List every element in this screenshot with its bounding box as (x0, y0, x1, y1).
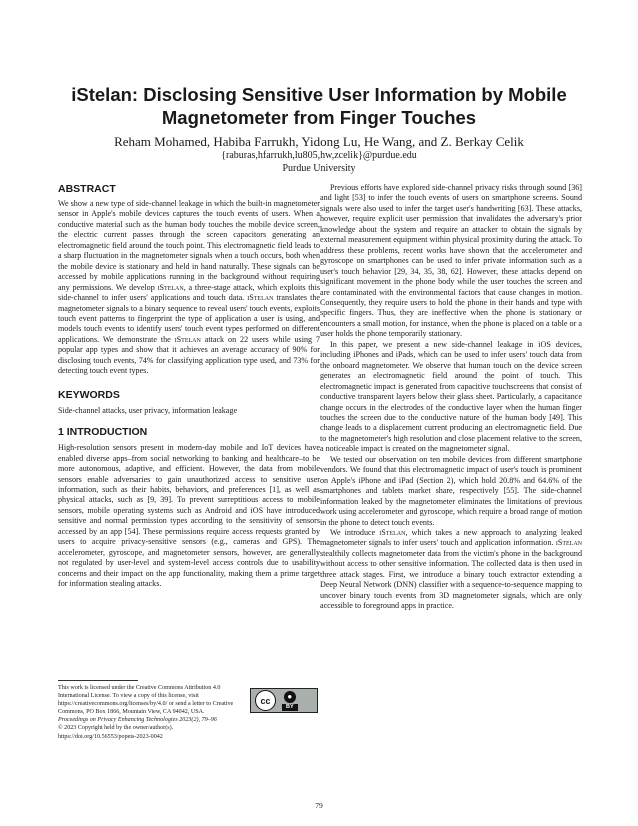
right-column (320, 183, 582, 612)
introduction-paragraph-2: Previous efforts have explored side-channel privacy risks through sound [36] and light [53] to infer the touch events of users on smartphone screens. Sound signals were also used to infer the target user's handwriting [63]. These attacks, however, require explicit user permission that invalidates the adversary's prior knowledge about the system and require an attacker to obtain the signals by external measurement equipment within physical proximity during the attack. To address these problems, recent works have shown that the accelerometer and gyroscope on smartphones can be used to infer private information such as a user's touch behavior [29, 34, 35, 38, 62]. However, these attacks depend on significant movement in the phone body while the user touches the screen and are contaminated with the environmental factors that cause changes in motion. Consequently, they require users to hold the phone in their hands and type with specific fingers. Thus, they are ineffective when the phone is stationary or encounters a small motion, for instance, when the phone is placed on a table or a user holds the phone temporarily stationary. (320, 183, 582, 339)
system-name: iStelan (555, 538, 582, 548)
system-name: iStelan (157, 282, 184, 292)
attribution-person-icon: ● (284, 691, 296, 703)
author-list: Reham Mohamed, Habiba Farrukh, Yidong Lu, He Wang, and Z. Berkay Celik (114, 134, 524, 149)
title-line-2: Magnetometer from Finger Touches (161, 107, 477, 128)
doi-link[interactable]: https://doi.org/10.56553/popets-2023-0042 (58, 733, 163, 740)
copyright-line: © 2023 Copyright held by the owner/author(s). (58, 725, 174, 732)
cc-by-license-badge (250, 688, 318, 713)
system-name: iStelan (174, 334, 201, 344)
author-emails: {raburas,hfarrukh,lu805,hw,zcelik}@purdue.edu (221, 150, 417, 161)
system-name: iStelan (247, 293, 274, 303)
footnote-rule (58, 680, 138, 681)
keywords-heading: KEYWORDS (58, 388, 120, 401)
abstract-text: We show a new type of side-channel leakage in which the built-in magnetometer sensor in Apple's mobile devices captures the touch events of users. When a conductive material such as the human body touches the mobile device screen, the electric current passes through the screen capacitors generating an electromagnetic field around the touch point. This electromagnetic field leads to a sharp fluctuation in the magnetometer signals when a touch occurs, both when the mobile device is stationary and held in hand naturally. These signals can be accessed by mobile applications running in the background without requiring any permissions. We develop iStelan, a three-stage attack, which exploits this side-channel to infer users' applications and touch data. iStelan translates the magnetometer signals to a binary sequence to reveal users' touch events, exploits touch event patterns to fingerprint the type of application a user is using, and models touch events to identify users' touch event types performed on different applications. We demonstrate the iStelan attack on 22 users while using 7 popular app types and show that it achieves an average accuracy of 90% for disclosing touch events, 74% for classifying application type used, and 73% for detecting touch event types. (58, 199, 320, 376)
by-label: BY (282, 704, 298, 711)
cc-icon: cc (255, 690, 276, 711)
introduction-heading: 1 INTRODUCTION (58, 426, 148, 439)
by-icon (282, 691, 298, 711)
abstract-heading: ABSTRACT (58, 183, 116, 195)
title-line-1: iStelan: Disclosing Sensitive User Information by Mobile (71, 84, 567, 105)
introduction-paragraph-1: High-resolution sensors present in modern-day mobile and IoT devices have enabled diverse apps–from social networking to banking and healthcare–to be more autonomous, adaptive, and efficient. However, the data from mobile sensors enable adversaries to gain unauthorized access to sensitive user information, such as their habits, behaviors, and preferences [1], as well as physical attacks, such as [9, 39]. To prevent surreptitious access to mobile sensors, mobile operating systems such as Android and iOS have introduced sensitive and normal permission types according to the sensitivity of sensors accessed by an app [54]. These permissions require access requests granted by users to acquire privacy-sensitive sensors (e.g., cameras and GPS). The accelerometer, gyroscope, and magnetometer sensors, however, are generally not regulated by user-level and system-level access controls due to usability concerns and their impact on the app functionality, making them a prime target for information stealing attacks. (58, 443, 320, 589)
introduction-paragraph-4: We tested our observation on ten mobile devices from different smartphone vendors. We found that this electromagnetic impact of user's touch is prominent on Apple's iPhone and iPad (Section 2), which hold 20.8% and 64.6% of the smartphones and tablets market share, respectively [55]. The side-channel information leaked by the magnetometer eliminates the limitations of previous work using accelerometer and gyroscope, which require a broad range of motion in the phone to detect touch events. (320, 454, 582, 527)
license-text: This work is licensed under the Creative Commons Attribution 4.0 International License. To view a copy of this license, visit https://creativecommons.org/licenses/by/4.0/ or send a letter to Creative Commons, PO Box 1866, Mountain View, CA 94042, USA. (58, 685, 234, 716)
paper-title (40, 83, 598, 129)
left-column (58, 183, 320, 590)
introduction-paragraph-5: We introduce iStelan, which takes a new approach to analyzing leaked magnetometer signals to infer users' touch and application information. iStelan stealthily collects magnetometer data from the victim's phone in the background without access to other sensitive information. The collected data is then used in three attack stages. First, we introduce a binary touch extractor extending a Deep Neural Network (DNN) classifier with a sequence-to-sequence mapping to uncover binary touch events from 3D magnetometer signals, which are only accessible to foreground apps in practice. (320, 527, 582, 611)
proceedings-line: Proceedings on Privacy Enhancing Technologies 2023(2), 79–96 (58, 717, 217, 724)
introduction-paragraph-3: In this paper, we present a new side-channel leakage in iOS devices, including iPhones and iPads, which can be used to infer users' touch data from the onboard magnetometer. We observe that human touch on the device screen generates an electromagnetic field around the point of touch. This electromagnetic impact is generated from capacitive touchscreens that consist of conductive transparent layers below their glass sheet. Particularly, a capacitance change occurs in the electrodes of the conductive layer when the human finger touches the screen due to the conductive nature of the human body [49]. This change leads to a displacement current producing an electromagnetic field. Due to the magnetometer's high resolution and close placement relative to the screen, a noticeable impact is created on the magnetometer signal. (320, 339, 582, 454)
system-name: iStelan (379, 527, 406, 537)
affiliation: Purdue University (282, 163, 356, 174)
page-number: 79 (315, 801, 323, 810)
keywords-text: Side-channel attacks, user privacy, information leakage (58, 405, 238, 415)
license-footnote (58, 680, 320, 741)
